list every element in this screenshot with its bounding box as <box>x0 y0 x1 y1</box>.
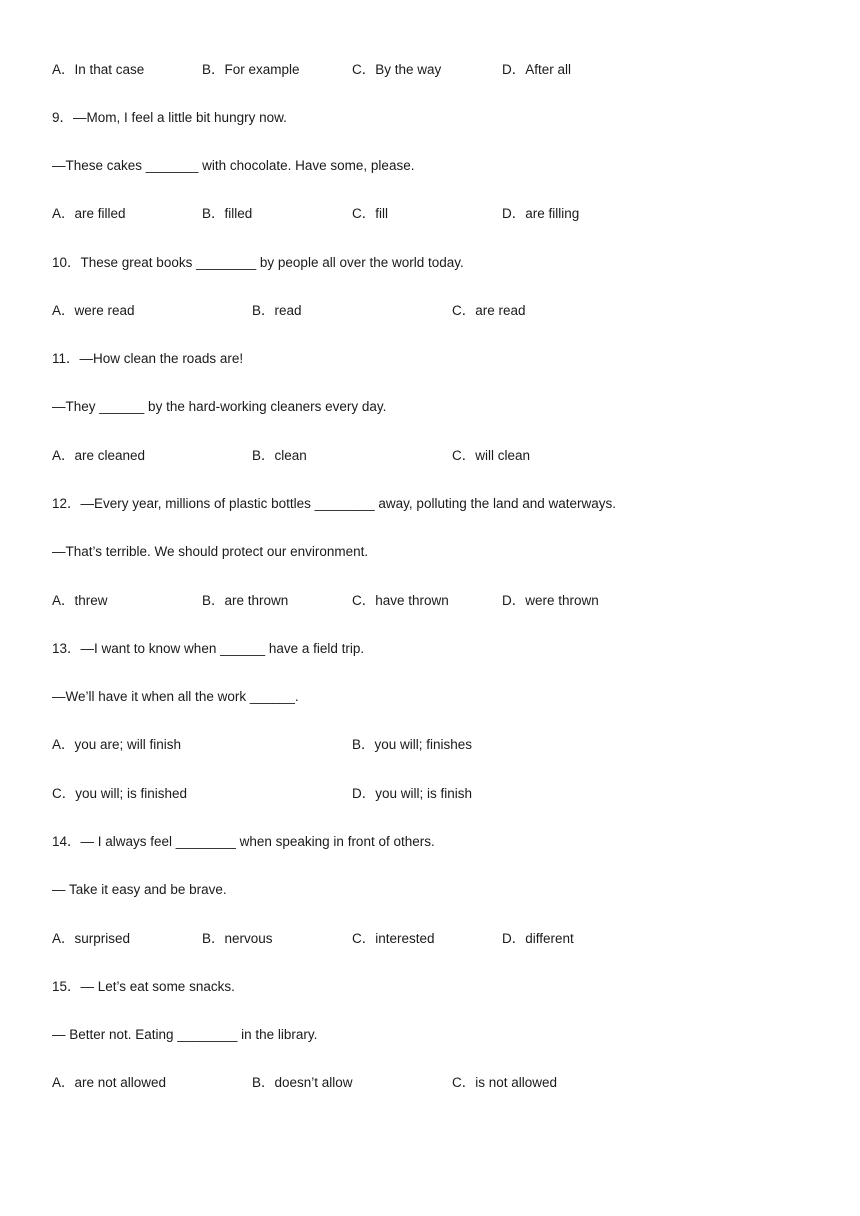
option-a: A．surprised <box>52 931 131 946</box>
option-a: A．are cleaned <box>52 448 146 463</box>
option-c: C．you will; is finished <box>52 786 188 801</box>
option-d: D．are filling <box>502 206 580 221</box>
question-15-reply: — Better not. Eating ________ in the library. <box>52 1027 318 1042</box>
option-c: C．fill <box>352 206 388 221</box>
option-d: D．were thrown <box>502 593 599 608</box>
option-b: B．are thrown <box>202 593 289 608</box>
option-c: C．interested <box>352 931 435 946</box>
question-14-reply: — Take it easy and be brave. <box>52 882 227 897</box>
question-11-stem: 11．—How clean the roads are! <box>52 351 244 366</box>
option-a: A．were read <box>52 303 135 318</box>
option-b: B．For example <box>202 62 300 77</box>
question-13-stem: 13．—I want to know when ______ have a field trip. <box>52 641 365 656</box>
option-a: A．are filled <box>52 206 126 221</box>
question-9-options <box>52 206 812 222</box>
option-d: D．different <box>502 931 574 946</box>
question-10-options <box>52 303 812 319</box>
option-b: B．nervous <box>202 931 273 946</box>
option-a: A．are not allowed <box>52 1075 167 1090</box>
question-15-options <box>52 1075 812 1091</box>
option-b: B．you will; finishes <box>352 737 473 752</box>
question-8-options <box>52 62 812 78</box>
option-a: A．threw <box>52 593 108 608</box>
question-9-stem: 9．—Mom, I feel a little bit hungry now. <box>52 110 287 125</box>
option-c: C．will clean <box>452 448 531 463</box>
option-c: C．By the way <box>352 62 442 77</box>
option-b: B．doesn’t allow <box>252 1075 353 1090</box>
option-c: C．is not allowed <box>452 1075 558 1090</box>
option-d: D．you will; is finish <box>352 786 473 801</box>
question-12-options <box>52 593 812 609</box>
option-b: B．read <box>252 303 302 318</box>
option-a: A．In that case <box>52 62 145 77</box>
question-13-options-row-2 <box>52 786 812 802</box>
option-d: D．After all <box>502 62 572 77</box>
question-12-stem: 12．—Every year, millions of plastic bottles ________ away, polluting the land and waterways. <box>52 496 617 511</box>
question-13-reply: —We’ll have it when all the work ______. <box>52 689 299 704</box>
question-11-options <box>52 448 812 464</box>
question-12-reply: —That’s terrible. We should protect our environment. <box>52 544 369 559</box>
option-c: C．have thrown <box>352 593 449 608</box>
question-15-stem: 15．— Let’s eat some snacks. <box>52 979 235 994</box>
option-b: B．filled <box>202 206 253 221</box>
question-10-stem: 10．These great books ________ by people all over the world today. <box>52 255 464 270</box>
option-a: A．you are; will finish <box>52 737 182 752</box>
option-c: C．are read <box>452 303 526 318</box>
question-14-options <box>52 931 812 947</box>
option-b: B．clean <box>252 448 307 463</box>
question-11-reply: —They ______ by the hard-working cleaners every day. <box>52 399 387 414</box>
question-13-options-row-1 <box>52 737 812 753</box>
question-9-reply: —These cakes _______ with chocolate. Have some, please. <box>52 158 415 173</box>
question-14-stem: 14．— I always feel ________ when speaking in front of others. <box>52 834 435 849</box>
